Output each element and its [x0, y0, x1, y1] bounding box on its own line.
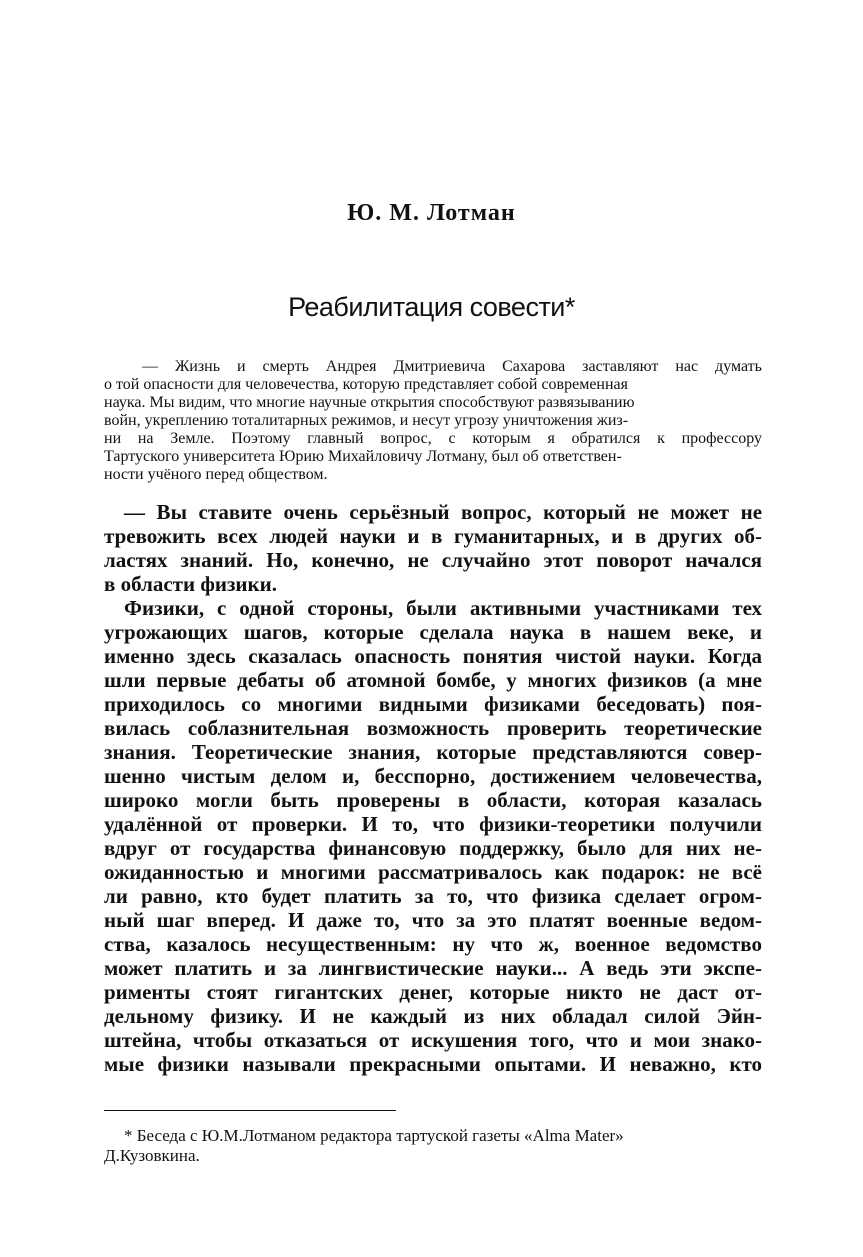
answer-paragraph-2: [104, 596, 762, 1076]
interviewer-question: [104, 358, 762, 484]
body-line: тревожить всех людей науки и в гуманитарных, и в других об-: [104, 524, 763, 548]
body-line: ный шаг вперед. И даже то, что за это платят военные ведом-: [104, 908, 763, 932]
question-line: — Жизнь и смерть Андрея Дмитриевича Сахарова заставляют нас думать: [142, 358, 762, 375]
body-line: удалённой от проверки. И то, что физики-теоретики получили: [104, 812, 762, 836]
question-line: о той опасности для человечества, которую представляет собой современная: [104, 376, 629, 393]
body-line: вилась соблазнительная возможность проверить теоретические: [104, 716, 762, 740]
body-line: ожиданностью и многими рассматривалось как подарок: не всё: [104, 860, 762, 884]
question-line: Тартуского университета Юрию Михайловичу Лотману, был об ответствен-: [104, 448, 622, 465]
body-line: рименты стоят гигантских денег, которые никто не даст от-: [104, 980, 763, 1004]
author-name: Ю. М. Лотман: [347, 200, 516, 226]
question-line: ности учёного перед обществом.: [104, 466, 328, 483]
body-line: ластях знаний. Но, конечно, не случайно этот поворот начался: [104, 548, 763, 572]
footnote-divider: [104, 1110, 396, 1111]
footnote: [104, 1126, 762, 1166]
footnote-line: Д.Кузовкина.: [104, 1146, 200, 1165]
body-line: шенно чистым делом и, бесспорно, достижением человечества,: [104, 764, 762, 788]
body-line: именно здесь сказалась опасность понятия чистой науки. Когда: [104, 644, 763, 668]
body-line: — Вы ставите очень серьёзный вопрос, который не может не: [124, 500, 763, 524]
body-line: приходилось со многими видными физиками беседовать) поя-: [104, 692, 762, 716]
body-line: ства, казалось несущественным: ну что ж, военное ведомство: [104, 932, 762, 956]
body-line: знания. Теоретические знания, которые представляются совер-: [104, 740, 762, 764]
footnote-line: * Беседа с Ю.М.Лотманом редактора тартуской газеты «Alma Mater»: [124, 1126, 624, 1145]
body-line: ли равно, кто будет платить за то, что физика сделает огром-: [104, 884, 762, 908]
body-line: шли первые дебаты об атомной бомбе, у многих физиков (а мне: [104, 668, 762, 692]
body-line: Физики, с одной стороны, были активными участниками тех: [124, 596, 762, 620]
body-line: в области физики.: [104, 572, 277, 596]
article-title: Реабилитация совести*: [288, 292, 575, 322]
body-line: угрожающих шагов, которые сделала наука в нашем веке, и: [104, 620, 762, 644]
body-line: дельному физику. И не каждый из них обладал силой Эйн-: [104, 1004, 763, 1028]
question-line: ни на Земле. Поэтому главный вопрос, с которым я обратился к профессору: [104, 430, 763, 447]
body-line: широко могли быть проверены в области, которая казалась: [104, 788, 762, 812]
body-line: штейна, чтобы отказаться от искушения того, что и мои знако-: [104, 1028, 763, 1052]
question-line: наука. Мы видим, что многие научные открытия способствуют развязыванию: [104, 394, 635, 411]
body-line: мые физики называли прекрасными опытами. И неважно, кто: [104, 1052, 762, 1076]
question-line: войн, укреплению тоталитарных режимов, и несут угрозу уничтожения жиз-: [104, 412, 629, 429]
body-line: вдруг от государства финансовую поддержку, было для них не-: [104, 836, 762, 860]
answer-paragraph-1: [104, 500, 762, 596]
body-line: может платить и за лингвистические науки... А ведь эти экспе-: [104, 956, 762, 980]
answer-body: [104, 500, 762, 1076]
